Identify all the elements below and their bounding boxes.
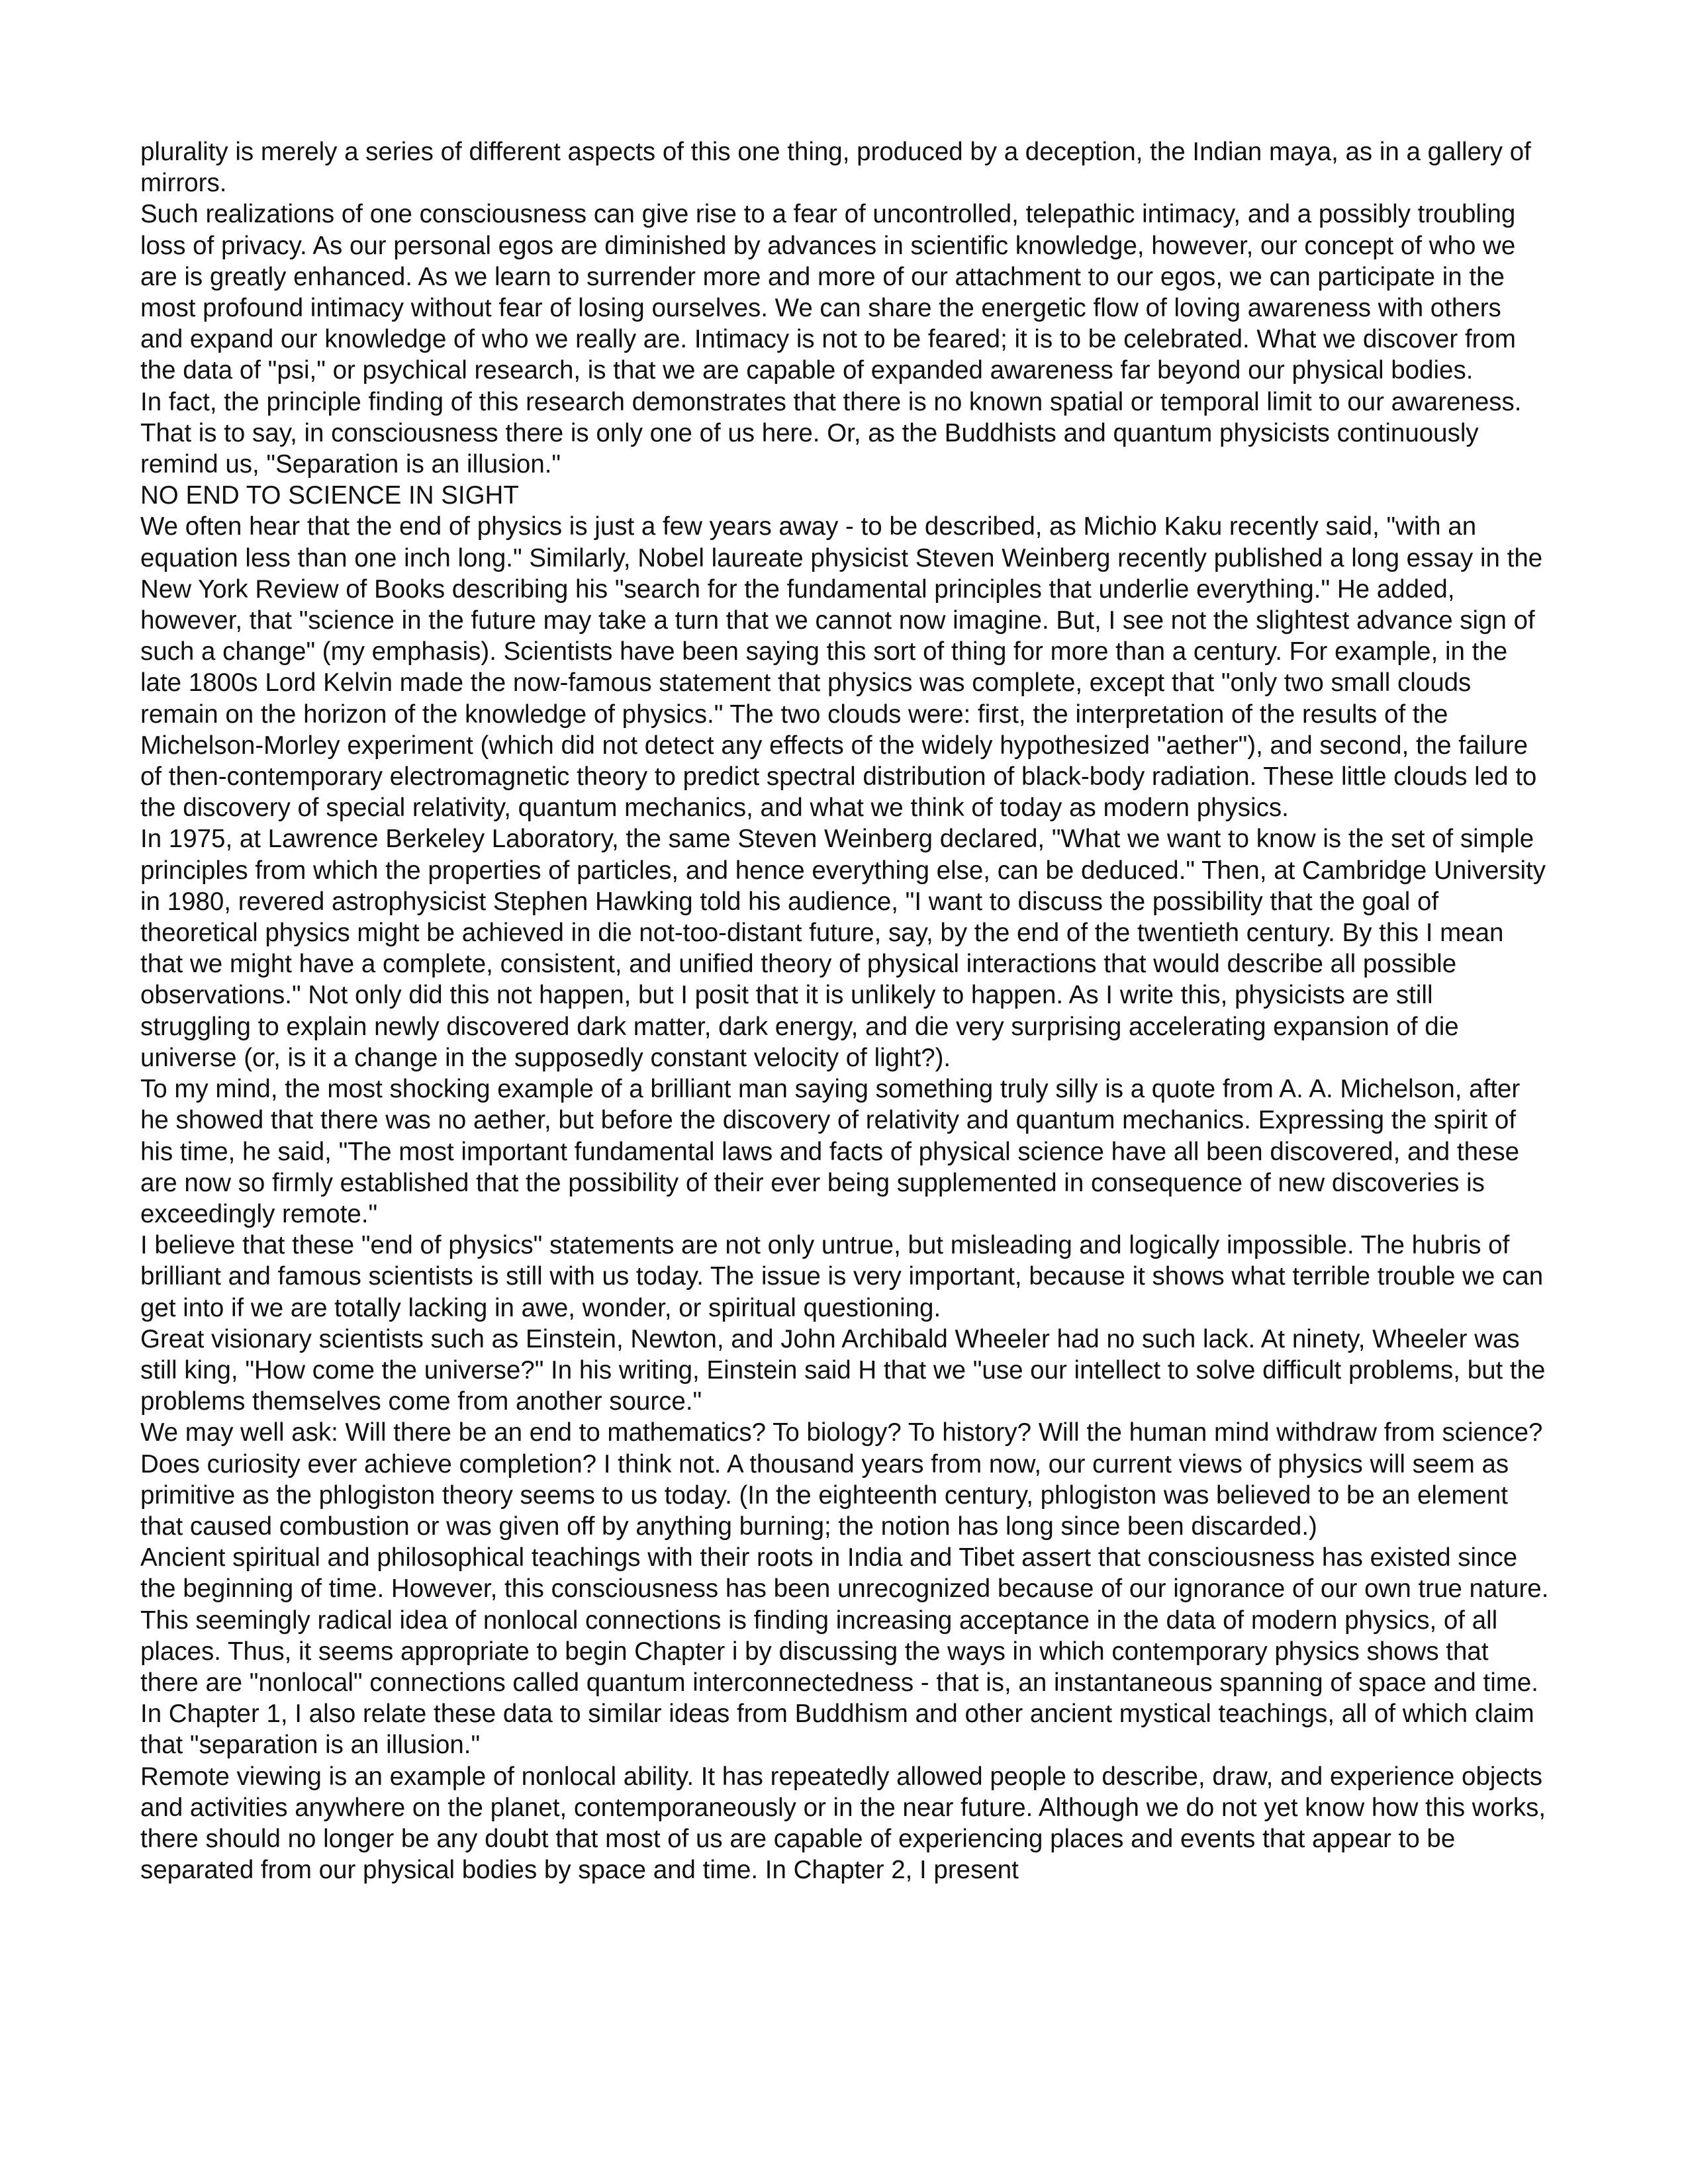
paragraph-visionary-scientists: Great visionary scientists such as Einstein, Newton, and John Archibald Wheeler had no such lack. At ninety, Wheeler was still king, "How come the universe?" In his writing, Einstein said H that we "use our intellect to solve difficult problems, but the problems themselves come from another source." (140, 1324, 1546, 1416)
paragraph-remote-viewing: Remote viewing is an example of nonlocal ability. It has repeatedly allowed people to describe, draw, and experience objects and activities anywhere on the planet, contemporaneously or in the near future. Although we do not yet know how this works, there should no longer be any doubt that most of us are capable of experiencing places and events that appear to be separated from our physical bodies by space and time. In Chapter 2, I present (140, 1762, 1546, 1885)
paragraph-weinberg-hawking: In 1975, at Lawrence Berkeley Laboratory, the same Steven Weinberg declared, "What we want to know is the set of simple principles from which the properties of particles, and hence everything else, can be deduced." Then, at Cambridge University in 1980, revered astrophysicist Stephen Hawking told his audience, "I want to discuss the possibility that the goal of theoretical physics might be achieved in die not-too-distant future, say, by the end of the twentieth century. By this I mean that we might have a complete, consistent, and unified theory of physical interactions that would describe all possible observations." Not only did this not happen, but I posit that it is unlikely to happen. As I write this, physicists are still struggling to explain newly discovered dark matter, dark energy, and die very surprising accelerating expansion of die universe (or, is it a change in the supposedly constant velocity of light?). (140, 825, 1546, 1072)
paragraph-ancient-teachings: Ancient spiritual and philosophical teachings with their roots in India and Tibet assert that consciousness has existed since the beginning of time. However, this consciousness has been unrecognized because of our ignorance of our own true nature. This seemingly radical idea of nonlocal connections is finding increasing acceptance in the data of modern physics, of all places. Thus, it seems appropriate to begin Chapter i by discussing the ways in which contemporary physics shows that there are "nonlocal" connections called quantum interconnectedness - that is, an instantaneous spanning of space and time. In Chapter 1, I also relate these data to similar ideas from Buddhism and other ancient mystical teachings, all of which claim that "separation is an illusion." (140, 1543, 1549, 1760)
paragraph-hubris: I believe that these "end of physics" statements are not only untrue, but misleading and logically impossible. The hubris of brilliant and famous scientists is still with us today. The issue is very important, because it shows what terrible trouble we can get into if we are totally lacking in awe, wonder, or spiritual questioning. (140, 1231, 1544, 1322)
paragraph-end-of-mathematics: We may well ask: Will there be an end to mathematics? To biology? To history? Will the human mind withdraw from science? Does curiosity ever achieve completion? I think not. A thousand years from now, our current views of physics will seem as primitive as the phlogiston theory seems to us today. (In the eighteenth century, phlogiston was believed to be an element that caused combustion or was given off by anything burning; the notion has long since been discarded.) (140, 1418, 1543, 1541)
paragraph-end-of-physics: We often hear that the end of physics is just a few years away - to be described, as Michio Kaku recently said, "with an equation less than one inch long." Similarly, Nobel laureate physicist Steven Weinberg recently published a long essay in the New York Review of Books describing his "search for the fundamental principles that underlie everything." He added, however, that "science in the future may take a turn that we cannot now imagine. But, I see not the slightest advance sign of such a change" (my emphasis). Scientists have been saying this sort of thing for more than a century. For example, in the late 1800s Lord Kelvin made the now-famous statement that physics was complete, except that "only two small clouds remain on the horizon of the knowledge of physics." The two clouds were: first, the interpretation of the results of the Michelson-Morley experiment (which did not detect any effects of the widely hypothesized "aether"), and second, the failure of then-contemporary electromagnetic theory to predict spectral distribution of black-body radiation. These little clouds led to the discovery of special relativity, quantum mechanics, and what we think of today as modern physics. (140, 512, 1543, 823)
paragraph-michelson-quote: To my mind, the most shocking example of a brilliant man saying something truly silly is a quote from A. A. Michelson, after he showed that there was no aether, but before the discovery of relativity and quantum mechanics. Expressing the spirit of his time, he said, "The most important fundamental laws and facts of physical science have all been discovered, and these are now so firmly established that the possibility of their ever being supplemented in consequence of new discoveries is exceedingly remote." (140, 1075, 1521, 1228)
document-body (140, 136, 1550, 1886)
paragraph-separation-illusion: In fact, the principle finding of this research demonstrates that there is no known spatial or temporal limit to our awareness. That is to say, in consciousness there is only one of us here. Or, as the Buddhists and quantum physicists continuously remind us, "Separation is an illusion." (140, 387, 1522, 479)
paragraph-maya-mirrors: plurality is merely a series of different aspects of this one thing, produced by a deception, the Indian maya, as in a gallery of mirrors. (140, 138, 1531, 198)
paragraph-intimacy: Such realizations of one consciousness can give rise to a fear of uncontrolled, telepathic intimacy, and a possibly troubling loss of privacy. As our personal egos are diminished by advances in scientific knowledge, however, our concept of who we are is greatly enhanced. As we learn to surrender more and more of our attachment to our egos, we can participate in the most profound intimacy without fear of losing ourselves. We can share the energetic flow of loving awareness with others and expand our knowledge of who we really are. Intimacy is not to be feared; it is to be celebrated. What we discover from the data of "psi," or psychical research, is that we are capable of expanded awareness far beyond our physical bodies. (140, 200, 1516, 385)
section-heading: NO END TO SCIENCE IN SIGHT (140, 481, 519, 510)
